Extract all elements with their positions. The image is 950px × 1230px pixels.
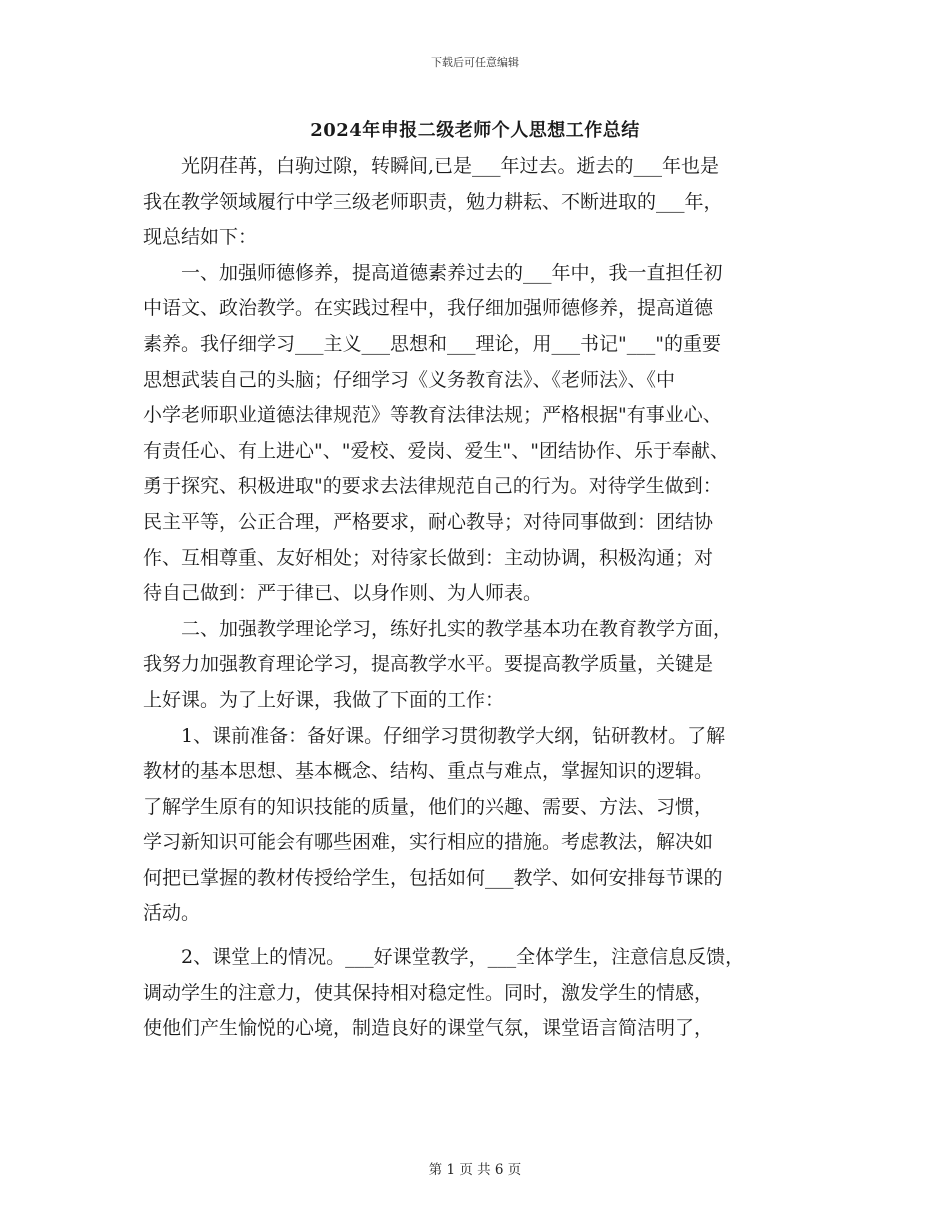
text-line: 上好课。为了上好课，我做了下面的工作：	[143, 688, 505, 711]
document-body	[143, 149, 823, 1047]
text-line: 素养。我仔细学习___主义___思想和___理论，用___书记"___"的重要	[143, 332, 721, 355]
text-line: 2、课堂上的情况。___好课堂教学，___全体学生，注意信息反馈，	[143, 946, 745, 969]
text-line: 民主平等，公正合理，严格要求，耐心教导；对待同事做到：团结协	[143, 510, 714, 533]
text-line: 光阴荏苒，白驹过隙，转瞬间,已是___年过去。逝去的___年也是	[143, 155, 720, 177]
text-line: 勇于探究、积极进取"的要求去法律规范自己的行为。对待学生做到：	[143, 475, 722, 498]
text-line: 使他们产生愉悦的心境，制造良好的课堂气氛，课堂语言简洁明了，	[143, 1017, 714, 1040]
text-line: 待自己做到：严于律已、以身作则、为人师表。	[143, 582, 543, 605]
text-line: 1、课前准备：备好课。仔细学习贯彻教学大纲，钻研教材。了解	[143, 724, 726, 747]
text-line: 教材的基本思想、基本概念、结构、重点与难点，掌握知识的逻辑。	[143, 760, 714, 783]
text-line: 学习新知识可能会有哪些困难，实行相应的措施。考虑教法，解决如	[143, 831, 714, 854]
text-line: 中语文、政治教学。在实践过程中，我仔细加强师德修养，提高道德	[143, 297, 714, 320]
text-line: 作、互相尊重、友好相处；对待家长做到：主动协调，积极沟通；对	[143, 546, 714, 569]
text-line: 小学老师职业道德法律规范》等教育法律法规；严格根据"有事业心、	[143, 404, 722, 427]
text-line: 了解学生原有的知识技能的质量，他们的兴趣、需要、方法、习惯，	[143, 795, 714, 818]
text-line: 一、加强师德修养，提高道德素养过去的___年中，我一直担任初	[143, 261, 723, 284]
document-title: 2024年申报二级老师个人思想工作总结	[310, 120, 640, 141]
text-line: 二、加强教学理论学习，练好扎实的教学基本功在教育教学方面，	[143, 617, 733, 640]
text-line: 何把已掌握的教材传授给学生，包括如何___教学、如何安排每节课的	[143, 866, 723, 889]
text-line: 我在教学领域履行中学三级老师职责，勉力耕耘、不断进取的___年，	[143, 190, 723, 213]
text-line: 我努力加强教育理论学习，提高教学水平。要提高教学质量，关键是	[143, 653, 714, 676]
text-line: 思想武装自己的头脑；仔细学习《义务教育法》、《老师法》、《中	[143, 368, 676, 391]
text-line: 活动。	[143, 902, 201, 925]
text-line: 调动学生的注意力，使其保持相对稳定性。同时，激发学生的情感，	[143, 981, 714, 1004]
paragraph-spacer	[143, 932, 823, 940]
page-header: 下载后可任意编辑	[431, 56, 519, 69]
text-line: 现总结如下：	[143, 226, 258, 249]
page-number: 第 1 页 共 6 页	[428, 1162, 522, 1178]
text-line: 有责任心、有上进心"、"爱校、爱岗、爱生"、"团结协作、乐于奉献、	[143, 439, 729, 462]
